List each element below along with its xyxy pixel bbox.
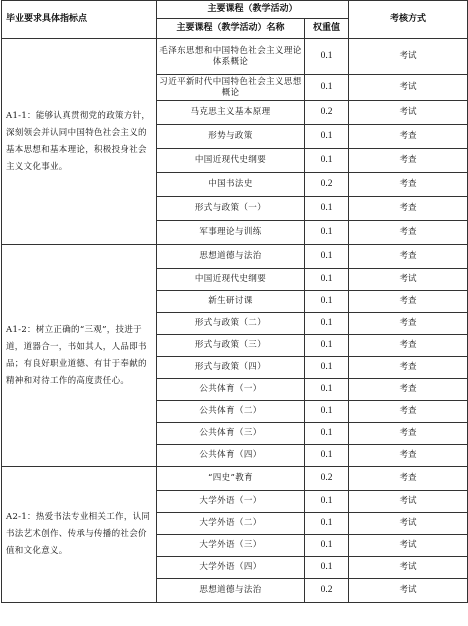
- weight-cell: 0.1: [305, 75, 349, 101]
- course-name-cell: 形势与政策: [157, 125, 305, 149]
- assessment-cell: 考查: [349, 173, 468, 197]
- assessment-cell: 考试: [349, 39, 468, 75]
- assessment-cell: 考查: [349, 467, 468, 491]
- weight-cell: 0.1: [305, 39, 349, 75]
- course-name-cell: 形式与政策（二）: [157, 313, 305, 335]
- assessment-cell: 考查: [349, 197, 468, 221]
- course-name-cell: 大学外语（三）: [157, 535, 305, 557]
- assessment-cell: 考试: [349, 491, 468, 513]
- course-name-cell: 习近平新时代中国特色社会主义思想概论: [157, 75, 305, 101]
- weight-cell: 0.1: [305, 535, 349, 557]
- course-name-cell: 中国近现代史纲要: [157, 269, 305, 291]
- header-indicator: 毕业要求具体指标点: [2, 1, 157, 39]
- weight-cell: 0.1: [305, 401, 349, 423]
- course-name-cell: 大学外语（四）: [157, 557, 305, 579]
- weight-cell: 0.1: [305, 125, 349, 149]
- assessment-cell: 考查: [349, 149, 468, 173]
- assessment-cell: 考试: [349, 75, 468, 101]
- indicator-course-table: [1, 0, 468, 603]
- course-name-cell: 军事理论与训练: [157, 221, 305, 245]
- assessment-cell: 考查: [349, 379, 468, 401]
- weight-cell: 0.1: [305, 445, 349, 467]
- weight-cell: 0.1: [305, 291, 349, 313]
- table-row: [2, 245, 468, 269]
- weight-cell: 0.1: [305, 269, 349, 291]
- course-name-cell: 毛泽东思想和中国特色社会主义理论体系概论: [157, 39, 305, 75]
- assessment-cell: 考试: [349, 579, 468, 603]
- assessment-cell: 考查: [349, 357, 468, 379]
- weight-cell: 0.2: [305, 579, 349, 603]
- course-name-cell: 公共体育（三）: [157, 423, 305, 445]
- table-body: [2, 39, 468, 603]
- assessment-cell: 考查: [349, 291, 468, 313]
- assessment-cell: 考查: [349, 423, 468, 445]
- course-name-cell: 新生研讨课: [157, 291, 305, 313]
- weight-cell: 0.1: [305, 245, 349, 269]
- weight-cell: 0.1: [305, 313, 349, 335]
- weight-cell: 0.1: [305, 513, 349, 535]
- assessment-cell: 考查: [349, 245, 468, 269]
- header-weight: 权重值: [305, 19, 349, 39]
- course-name-cell: 公共体育（四）: [157, 445, 305, 467]
- course-name-cell: 大学外语（一）: [157, 491, 305, 513]
- course-name-cell: 中国近现代史纲要: [157, 149, 305, 173]
- course-name-cell: “四史”教育: [157, 467, 305, 491]
- assessment-cell: 考试: [349, 535, 468, 557]
- weight-cell: 0.1: [305, 379, 349, 401]
- course-name-cell: 形式与政策（三）: [157, 335, 305, 357]
- weight-cell: 0.1: [305, 491, 349, 513]
- weight-cell: 0.1: [305, 423, 349, 445]
- course-name-cell: 大学外语（二）: [157, 513, 305, 535]
- course-name-cell: 形式与政策（一）: [157, 197, 305, 221]
- assessment-cell: 考查: [349, 313, 468, 335]
- table-row: [2, 467, 468, 491]
- assessment-cell: 考试: [349, 269, 468, 291]
- weight-cell: 0.2: [305, 467, 349, 491]
- table-row: [2, 39, 468, 75]
- assessment-cell: 考查: [349, 125, 468, 149]
- weight-cell: 0.1: [305, 197, 349, 221]
- weight-cell: 0.1: [305, 557, 349, 579]
- weight-cell: 0.2: [305, 173, 349, 197]
- weight-cell: 0.1: [305, 357, 349, 379]
- course-name-cell: 形式与政策（四）: [157, 357, 305, 379]
- course-name-cell: 马克思主义基本原理: [157, 101, 305, 125]
- weight-cell: 0.1: [305, 221, 349, 245]
- header-main-courses: 主要课程（教学活动）: [157, 1, 349, 19]
- header-course-name: 主要课程（教学活动）名称: [157, 19, 305, 39]
- indicator-cell: A1-1：能够认真贯彻党的政策方针，深刻领会并认同中国特色社会主义的基本思想和基本理论，积极投身社会主义文化事业。: [2, 39, 157, 245]
- course-name-cell: 思想道德与法治: [157, 579, 305, 603]
- assessment-cell: 考查: [349, 335, 468, 357]
- assessment-cell: 考查: [349, 445, 468, 467]
- course-name-cell: 公共体育（一）: [157, 379, 305, 401]
- weight-cell: 0.2: [305, 101, 349, 125]
- assessment-cell: 考查: [349, 401, 468, 423]
- assessment-cell: 考试: [349, 557, 468, 579]
- course-name-cell: 公共体育（二）: [157, 401, 305, 423]
- weight-cell: 0.1: [305, 335, 349, 357]
- course-name-cell: 思想道德与法治: [157, 245, 305, 269]
- indicator-cell: A2-1：热爱书法专业相关工作，认同书法艺术创作、传承与传播的社会价值和文化意义。: [2, 467, 157, 603]
- assessment-cell: 考试: [349, 101, 468, 125]
- course-name-cell: 中国书法史: [157, 173, 305, 197]
- assessment-cell: 考查: [349, 221, 468, 245]
- assessment-cell: 考试: [349, 513, 468, 535]
- indicator-cell: A1-2：树立正确的“三观”，技进于道，道器合一，书如其人，人品即书品；有良好职业道德、有甘于奉献的精神和对待工作的高度责任心。: [2, 245, 157, 467]
- weight-cell: 0.1: [305, 149, 349, 173]
- header-assessment: 考核方式: [349, 1, 468, 39]
